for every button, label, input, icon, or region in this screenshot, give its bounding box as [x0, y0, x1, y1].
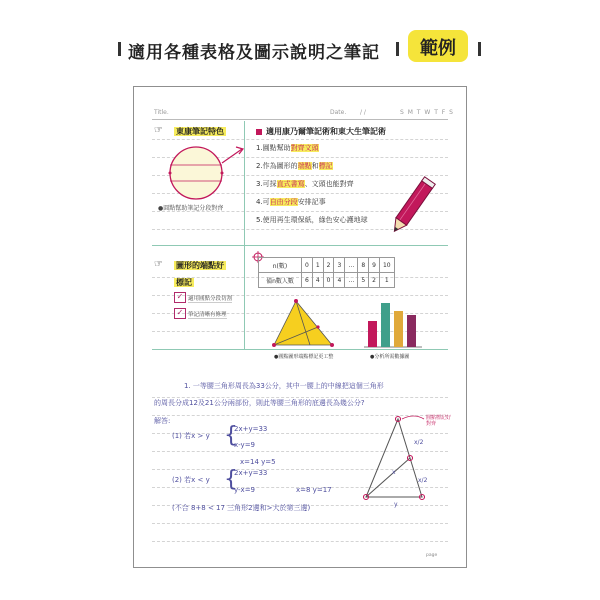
- case1-result: x=14 y=5: [240, 458, 276, 466]
- header-rule: [152, 119, 448, 120]
- case1-equation-1: 2x+y=33: [234, 425, 268, 433]
- circle-illustration: [156, 141, 256, 205]
- banner-title: 適用各種表格及圖示說明之筆記: [128, 43, 380, 63]
- side-label-y: y: [394, 501, 398, 508]
- table-row: 備n數人數 6 4 0 4 … 5 2 1: [259, 273, 395, 288]
- list-heading: 適用康乃爾筆記術和東大生筆記術: [266, 127, 386, 136]
- yellow-triangle-figure: [270, 297, 346, 353]
- banner-mid-bar: [396, 42, 399, 56]
- feature-heading: 東康筆記特色: [176, 127, 224, 136]
- feature-item-3: 3.可採直式書寫、文頭也能對齊: [256, 180, 354, 188]
- circle-caption: ●圓點幫助筆記分段對齊: [158, 205, 224, 212]
- bar-mark: [407, 315, 416, 347]
- problem-line-1: 1. 一等腰三角形周長為33公分，其中一腰上的中線把這個三角形: [184, 382, 384, 390]
- feature-item-4: 4.可自由分段安排記事: [256, 198, 326, 206]
- triangle-caption: ●圓點圖形端點標記更工整: [274, 354, 334, 360]
- page-footer: page: [426, 553, 438, 558]
- checkbox-icon: ✓: [174, 292, 186, 303]
- brace-icon: {: [224, 467, 238, 492]
- solution-label: 解答:: [154, 417, 171, 425]
- pencil-icon: [388, 173, 436, 241]
- example-badge: [408, 30, 468, 62]
- checkbox-icon: ✓: [174, 308, 186, 319]
- conclusion: (不合 8+8 < 17 三角形2邊和>大於第三邊): [172, 504, 311, 512]
- bar-caption: ●分析所需數據圖: [370, 354, 410, 360]
- square-bullet-icon: [256, 129, 262, 135]
- banner: [0, 0, 600, 80]
- case2-heading: (2) 若x < y: [172, 476, 210, 484]
- banner-right-bar: [478, 42, 481, 56]
- feature-item-2: 2.作為圖形的端點和標記: [256, 162, 333, 170]
- brace-icon: {: [224, 423, 238, 448]
- frequency-table: [258, 257, 395, 288]
- case1-equation-2: x-y=9: [234, 441, 256, 449]
- case2-equation-2: y-x=9: [234, 486, 256, 494]
- notebook-page: [133, 86, 467, 568]
- problem-line-2: 的周長分成12及21公分兩部份，則此等腰三角形的底邊長為幾公分?: [154, 399, 365, 407]
- title-label: Title.: [154, 109, 169, 116]
- check-label-2: 筆記清晰有條理: [188, 312, 227, 318]
- date-label: Date.: [330, 109, 347, 116]
- case1-heading: (1) 若x > y: [172, 432, 210, 440]
- hand-pointer-icon: ☞: [154, 259, 163, 270]
- feature-item-5: 5.使用再生環保紙，綠色安心護地球: [256, 216, 368, 224]
- bar-mark: [394, 311, 403, 347]
- weekday-row: S M T W T F S: [400, 109, 454, 116]
- example-badge-label: 範例: [420, 38, 456, 59]
- side-label-half-lower: x/2: [418, 477, 428, 484]
- hand-pointer-icon: ☞: [154, 125, 163, 136]
- check-label-1: 適用圓點分段切割: [188, 296, 233, 302]
- case2-result: x=8 y=17: [296, 486, 332, 494]
- graph-heading-a: 圖形的端點好: [176, 261, 224, 270]
- date-separators: / /: [360, 109, 366, 116]
- banner-left-bar: [118, 42, 121, 56]
- bar-chart-icon: [362, 297, 424, 349]
- bar-mark: [368, 321, 377, 347]
- divider-1: [152, 245, 448, 246]
- dot-annotation: 圓點標記好對齊: [426, 415, 452, 427]
- bar-mark: [381, 303, 390, 347]
- graph-heading-b: 標記: [176, 278, 192, 287]
- side-label-half-upper: x/2: [414, 439, 424, 446]
- case2-equation-1: 2x+y=33: [234, 469, 268, 477]
- side-label-x: x: [392, 469, 396, 476]
- table-row: n(數) 0 1 2 3 … 8 9 10: [259, 258, 395, 273]
- feature-item-1: 1.圓點幫助對齊文頭: [256, 144, 319, 152]
